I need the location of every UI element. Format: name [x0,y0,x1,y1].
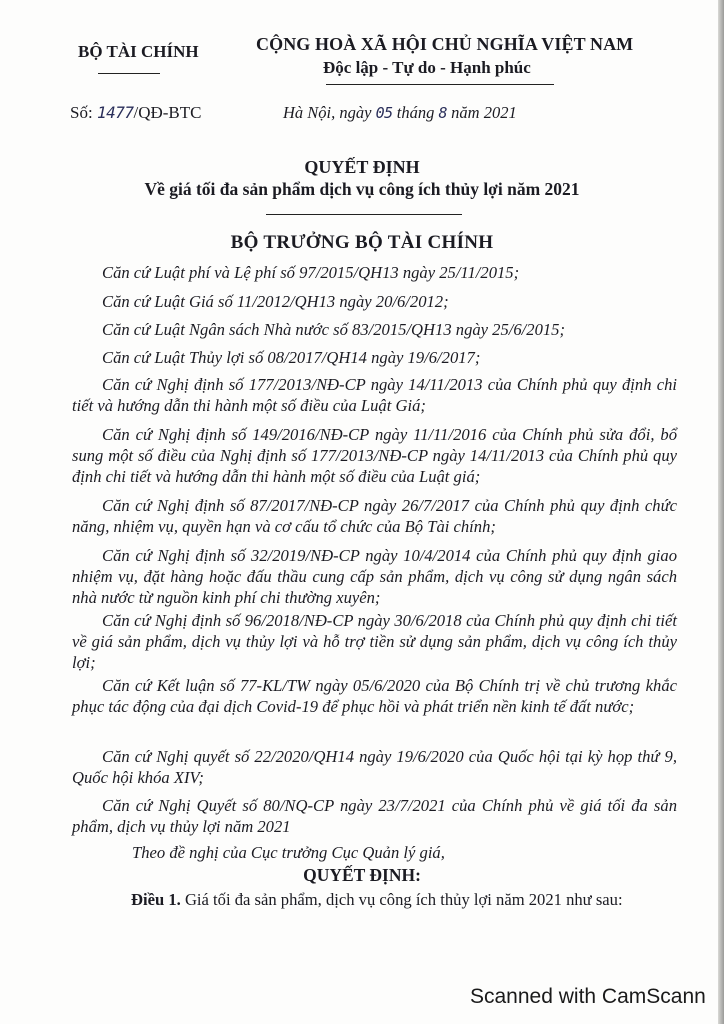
legal-basis-item: Căn cứ Nghị định số 177/2013/NĐ-CP ngày 14/11/2013 của Chính phủ quy định chi tiết và hướng dẫn thi hành một số điều của Luật Giá; [72,375,677,415]
decision-heading: QUYẾT ĐỊNH: [303,865,421,885]
ministry-underline [98,73,160,74]
date-place: Hà Nội, ngày [283,103,372,122]
scan-border-shadow [718,0,724,1024]
motto-underline [326,84,554,85]
national-title: CỘNG HOÀ XÃ HỘI CHỦ NGHĨA VIỆT NAM [256,34,634,54]
document-subject: Về giá tối đa sản phẩm dịch vụ công ích thủy lợi năm 2021 [144,179,580,199]
handwritten-month: 8 [438,104,448,122]
handwritten-day: 05 [375,104,393,122]
issuing-authority: BỘ TRƯỞNG BỘ TÀI CHÍNH [230,232,494,253]
issuing-ministry: BỘ TÀI CHÍNH [78,42,199,61]
date-month-label: tháng [396,103,435,122]
subject-underline [266,214,462,215]
legal-basis-item: Căn cứ Luật Ngân sách Nhà nước số 83/2015/QH13 ngày 25/6/2015; [102,320,565,339]
article-1-label: Điều 1. [131,890,181,909]
article-1-text: Giá tối đa sản phẩm, dịch vụ công ích thủy lợi năm 2021 như sau: [184,890,623,909]
document-number [70,103,201,123]
issue-date [283,103,517,123]
proposal-line: Theo đề nghị của Cục trưởng Cục Quản lý giá, [132,843,445,862]
legal-basis-item: Căn cứ Luật Giá số 11/2012/QH13 ngày 20/6/2012; [102,292,449,311]
legal-basis-item: Căn cứ Nghị định số 87/2017/NĐ-CP ngày 26/7/2017 của Chính phủ quy định chức năng, nhiệm vụ, quyền hạn và cơ cấu tổ chức của Bộ Tài chính; [72,496,677,536]
national-motto: Độc lập - Tự do - Hạnh phúc [323,58,531,77]
legal-basis-item: Căn cứ Nghị Quyết số 80/NQ-CP ngày 23/7/2021 của Chính phủ về giá tối đa sản phẩm, dịch vụ thủy lợi năm 2021 [72,796,677,836]
number-label: Số: [70,103,93,122]
legal-basis-item: Căn cứ Nghị định số 149/2016/NĐ-CP ngày 11/11/2016 của Chính phủ sửa đổi, bổ sung một số điều của Nghị định số 177/2013/NĐ-CP ngày 14/11/2013 của Chính phủ quy định chi tiết và hướng dẫn thi hành một số điều của Luật giá; [72,425,677,486]
scanner-watermark: Scanned with CamScann [470,985,706,1008]
legal-basis-item: Căn cứ Luật phí và Lệ phí số 97/2015/QH13 ngày 25/11/2015; [102,263,520,282]
legal-basis-item: Căn cứ Kết luận số 77-KL/TW ngày 05/6/2020 của Bộ Chính trị về chủ trương khắc phục tác động của đại dịch Covid-19 để phục hồi và phát triển nền kinh tế đất nước; [72,676,677,716]
legal-basis-item: Căn cứ Luật Thủy lợi số 08/2017/QH14 ngày 19/6/2017; [102,348,481,367]
article-1 [131,890,623,910]
document-type: QUYẾT ĐỊNH [304,157,420,177]
date-year: năm 2021 [451,103,517,122]
legal-basis-item: Căn cứ Nghị quyết số 22/2020/QH14 ngày 19/6/2020 của Quốc hội tại kỳ họp thứ 9, Quốc hội khóa XIV; [72,747,677,787]
legal-basis-item: Căn cứ Nghị định số 32/2019/NĐ-CP ngày 10/4/2014 của Chính phủ quy định giao nhiệm vụ, đặt hàng hoặc đấu thầu cung cấp sản phẩm, dịch vụ công sử dụng ngân sách nhà nước từ nguồn kinh phí chi thường xuyên; [72,546,677,607]
number-suffix: /QĐ-BTC [133,103,202,122]
legal-basis-item: Căn cứ Nghị định số 96/2018/NĐ-CP ngày 30/6/2018 của Chính phủ quy định chi tiết về giá sản phẩm, dịch vụ thủy lợi và hỗ trợ tiền sử dụng sản phẩm, dịch vụ công ích thủy lợi; [72,611,677,672]
handwritten-number: 1477 [96,103,134,122]
